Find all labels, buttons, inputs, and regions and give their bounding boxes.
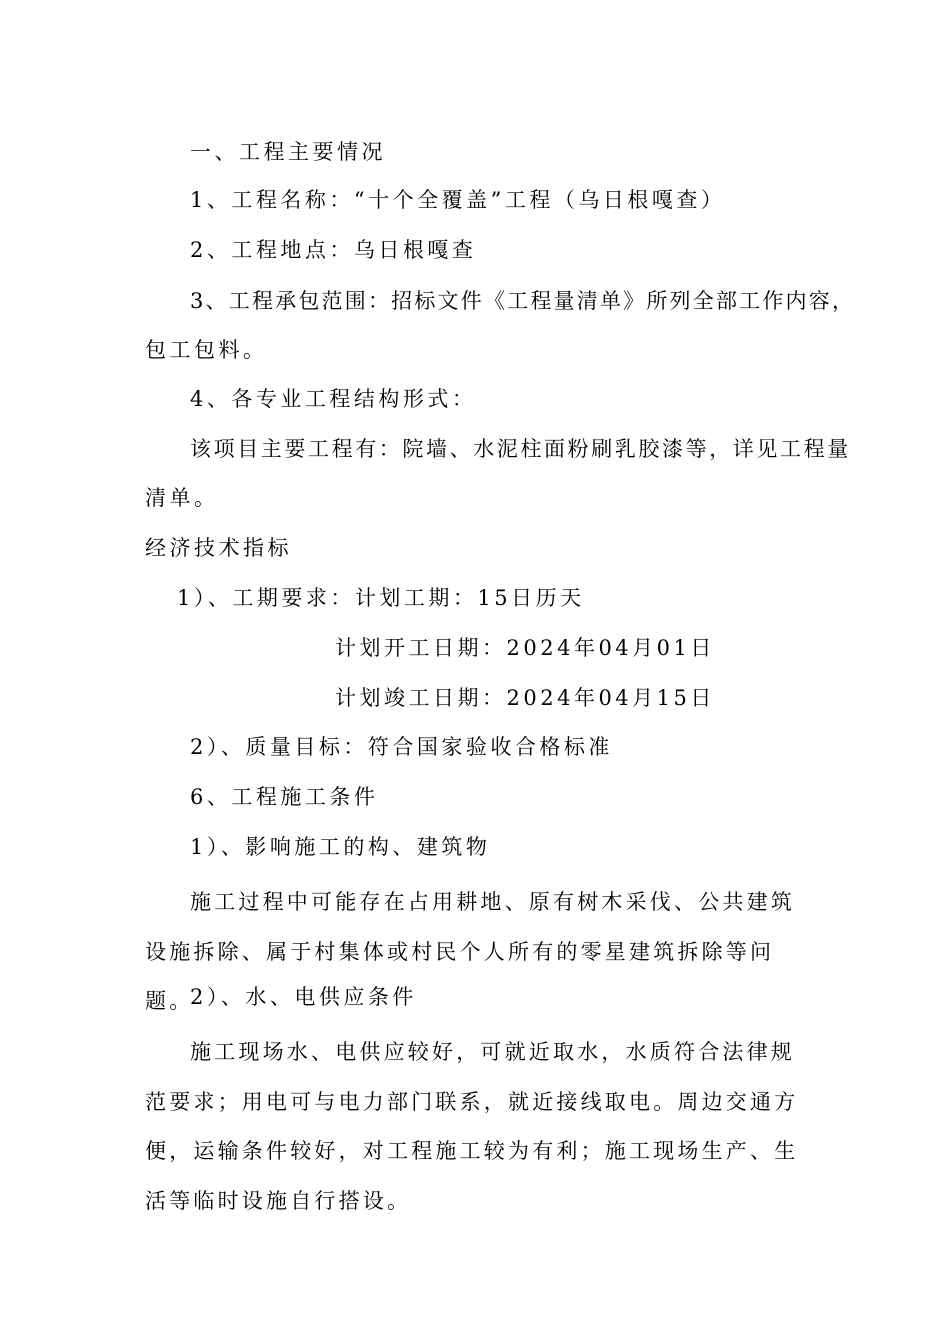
item-structure-body-line2: 清单。 — [145, 486, 219, 510]
condition1-body: 施工过程中可能存在占用耕地、原有树木采伐、公共建筑设施拆除、属于村集体或村民个人所有的零星建筑拆除等问题。 — [145, 890, 795, 1014]
schedule-requirement: 1）、工期要求：计划工期：15日历天 — [177, 586, 585, 610]
item-conditions: 6、工程施工条件 — [190, 785, 379, 809]
item-structure: 4、各专业工程结构形式： — [190, 387, 477, 411]
quality-target: 2）、质量目标：符合国家验收合格标准 — [190, 735, 613, 759]
condition2-body: 施工现场水、电供应较好，可就近取水，水质符合法律规范要求；用电可与电力部门联系，就近接线取电。周边交通方便，运输条件较好，对工程施工较为有利；施工现场生产、生活等临时设施自行搭设。 — [145, 1040, 799, 1213]
start-date: 计划开工日期：2024年04月01日 — [335, 636, 715, 660]
condition2-title: 2）、水、电供应条件 — [190, 985, 417, 1009]
item-project-location: 2、工程地点：乌日根嘎查 — [190, 238, 477, 262]
item-structure-body-line1: 该项目主要工程有：院墙、水泥柱面粉刷乳胶漆等，详见工程量 — [190, 437, 851, 461]
end-date: 计划竣工日期：2024年04月15日 — [335, 686, 715, 710]
econ-heading: 经济技术指标 — [145, 536, 292, 560]
condition1-title: 1）、影响施工的构、建筑物 — [190, 835, 491, 859]
item-project-name: 1、工程名称：“十个全覆盖”工程（乌日根嘎查） — [190, 188, 726, 212]
section-title: 一、工程主要情况 — [190, 140, 386, 164]
item-scope-line2: 包工包料。 — [145, 338, 268, 362]
item-scope-line1: 3、工程承包范围：招标文件《工程量清单》所列全部工作内容， — [190, 289, 856, 313]
